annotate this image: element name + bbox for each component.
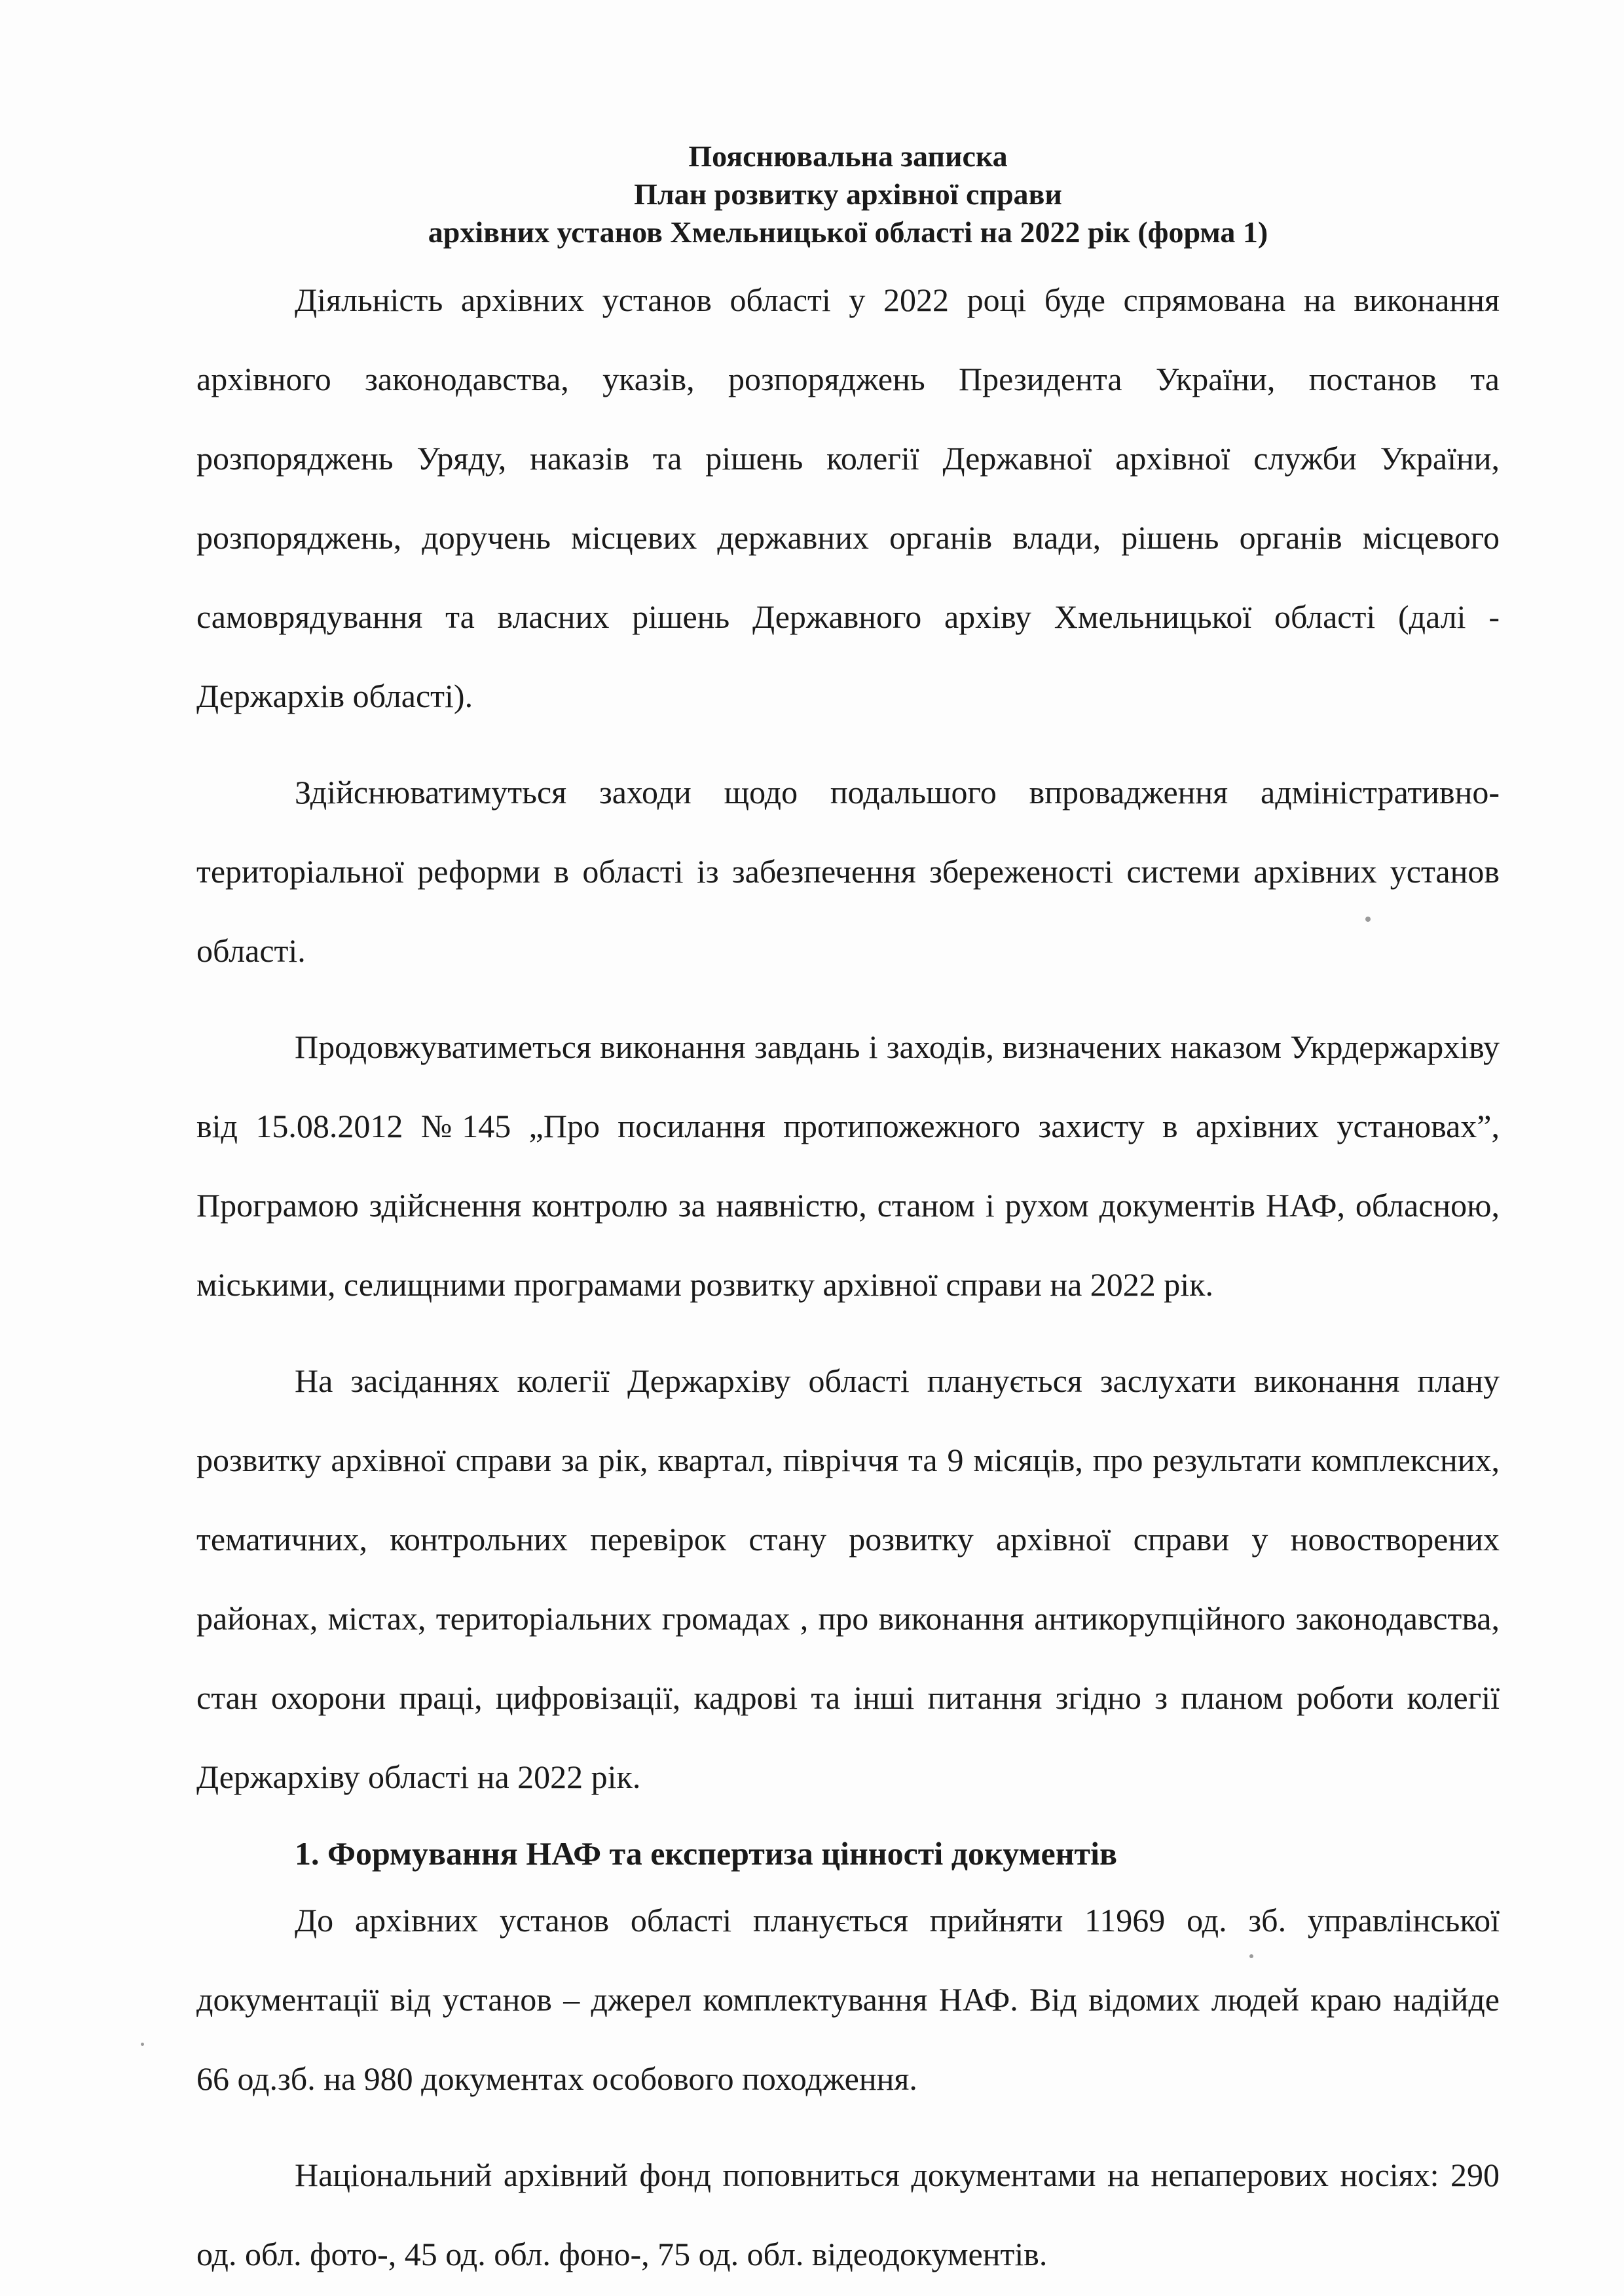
section-heading: 1. Формування НАФ та експертиза цінності документів	[295, 1835, 1117, 1872]
title-line-1: Пояснювальна записка	[688, 139, 1008, 173]
paragraph-tasks: Продовжуватиметься виконання завдань і заходів, визначених наказом Укрдержархіву від 15.08.2012 №145 „Про посилання протипожежного захисту в архівних установах”, Програмою здійснення контролю за наявністю, станом і рухом документів НАФ, обласною, міськими, селищними програмами розвитку архівної справи на 2022 рік.	[196, 1029, 1500, 1303]
paragraph-nonpaper-media: Національний архівний фонд поповниться документами на непаперових носіях: 290 од. обл. фото-, 45 од. обл. фоно-, 75 од. обл. відеодокументів.	[196, 2157, 1500, 2272]
document-title	[196, 137, 1500, 251]
paragraph-reform: Здійснюватимуться заходи щодо подальшого впровадження адміністративно-територіальної реформи в області із забезпечення збереженості системи архівних установ області.	[196, 774, 1500, 969]
title-line-3: архівних установ Хмельницької області на 2022 рік (форма 1)	[428, 215, 1268, 249]
paragraph-acquisition: До архівних установ області планується прийняти 11969 од. зб. управлінської документації від установ – джерел комплектування НАФ. Від відомих людей краю надійде 66 од.зб. на 980 документах особового походження.	[196, 1902, 1500, 2097]
document-content	[196, 137, 1500, 2294]
title-line-2: План розвитку архівної справи	[634, 177, 1062, 211]
scan-speck	[141, 2043, 144, 2046]
paragraph-activities: Діяльність архівних установ області у 2022 році буде спрямована на виконання архівного законодавства, указів, розпоряджень Президента України, постанов та розпоряджень Уряду, наказів та рішень колегії Державної архівної служби України, розпоряджень, доручень місцевих державних органів влади, рішень органів місцевого самоврядування та власних рішень Державного архіву Хмельницької області (далі - Держархів області).	[196, 282, 1500, 714]
paragraph-collegium: На засіданнях колегії Держархіву області планується заслухати виконання плану розвитку архівної справи за рік, квартал, півріччя та 9 місяців, про результати комплексних, тематичних, контрольних перевірок стану розвитку архівної справи у новостворених районах, містах, територіальних громадах , про виконання антикорупційного законодавства, стан охорони праці, цифровізації, кадрові та інші питання згідно з планом роботи колегії Держархіву області на 2022 рік.	[196, 1362, 1500, 1795]
